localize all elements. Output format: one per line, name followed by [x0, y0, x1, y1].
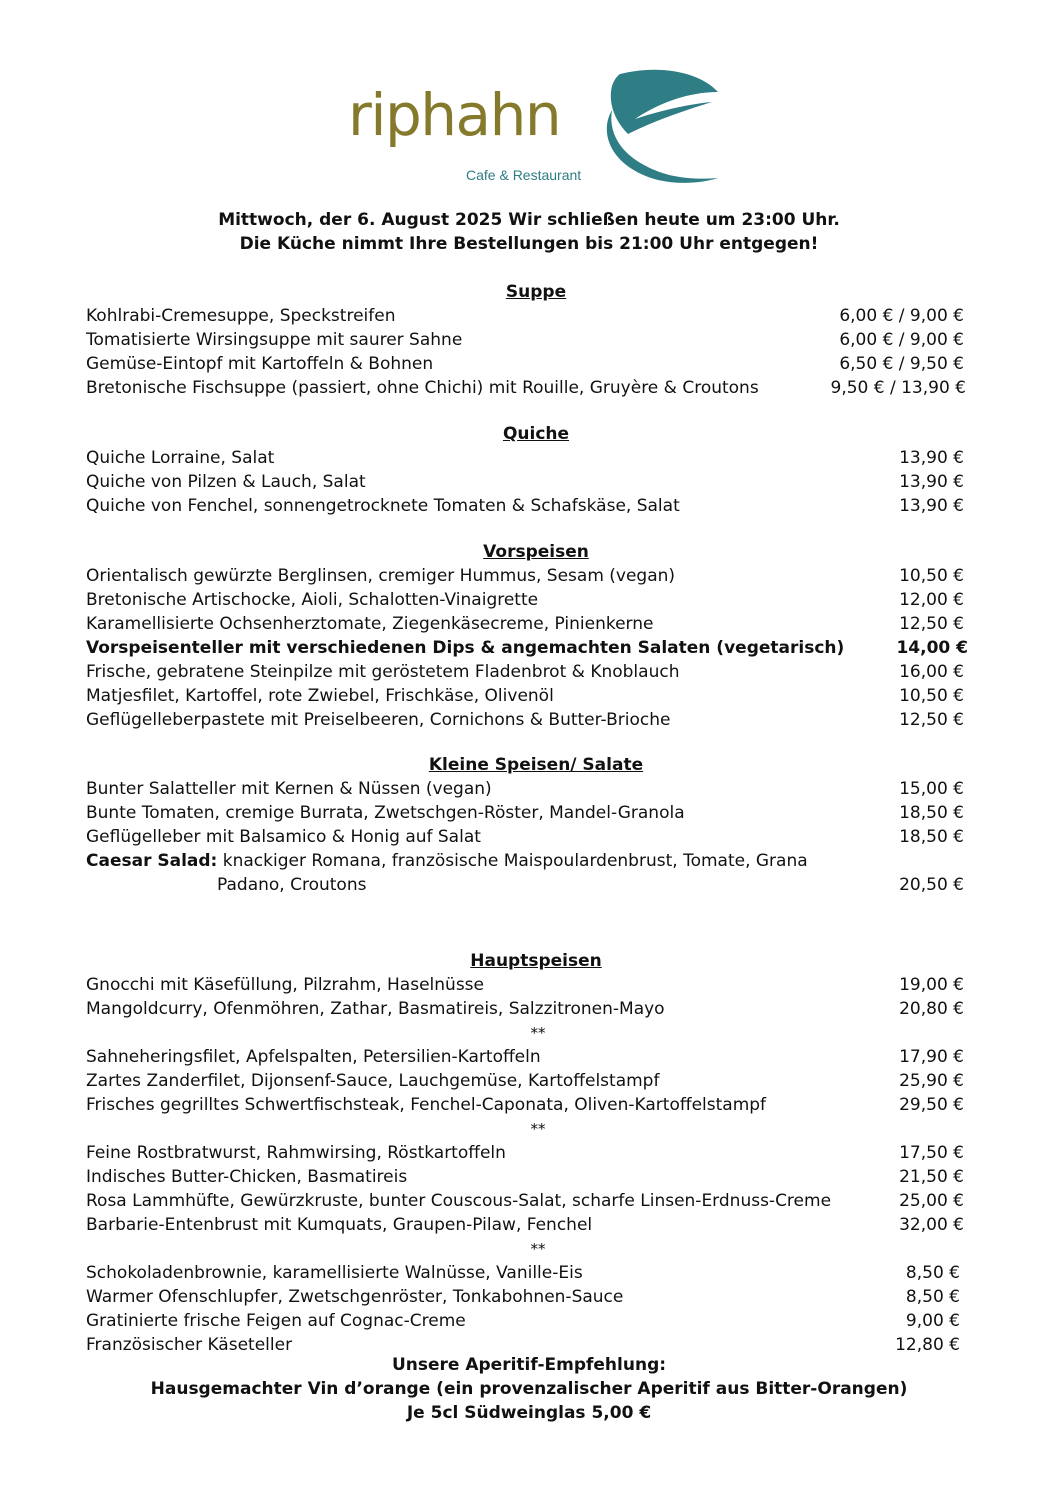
- caesar-label: Caesar Salad:: [86, 851, 218, 871]
- item-name: Kohlrabi-Cremesuppe, Speckstreifen: [86, 306, 396, 326]
- item-name: Karamellisierte Ochsenherztomate, Ziegenkäsecreme, Pinienkerne: [86, 614, 654, 634]
- item-name: Geflügelleber mit Balsamico & Honig auf Salat: [86, 827, 481, 847]
- menu-item: [0, 708, 1058, 732]
- logo-subtitle: Cafe & Restaurant: [466, 167, 582, 183]
- footer-line-3: Je 5cl Südweinglas 5,00 €: [406, 1403, 652, 1423]
- aperitif-recommendation: [0, 1353, 1058, 1425]
- item-price: 29,50 €: [899, 1095, 964, 1115]
- menu-item: [0, 1309, 1058, 1333]
- footer-line-1: Unsere Aperitif-Empfehlung:: [391, 1355, 667, 1375]
- item-name: Orientalisch gewürzte Berglinsen, cremiger Hummus, Sesam (vegan): [86, 566, 676, 586]
- section-quiche: [0, 422, 1058, 518]
- menu-item: [0, 801, 1058, 825]
- item-price: 13,90 €: [899, 448, 964, 468]
- menu-item: [0, 1069, 1058, 1093]
- item-price: 18,50 €: [899, 827, 964, 847]
- item-name: Gemüse-Eintopf mit Kartoffeln & Bohnen: [86, 354, 434, 374]
- item-price: 13,90 €: [899, 496, 964, 516]
- item-name: Bretonische Fischsuppe (passiert, ohne Chichi) mit Rouille, Gruyère & Croutons: [86, 378, 759, 398]
- restaurant-logo: [340, 64, 730, 194]
- item-price: 10,50 €: [899, 686, 964, 706]
- caesar-description-2: Padano, Croutons: [217, 875, 367, 895]
- item-name: Tomatisierte Wirsingsuppe mit saurer Sahne: [86, 330, 463, 350]
- item-name: [86, 849, 808, 873]
- menu-item: [0, 1093, 1058, 1117]
- menu-item: [0, 304, 1058, 328]
- separator: **: [530, 1240, 546, 1258]
- item-price: 12,50 €: [899, 614, 964, 634]
- menu-item: [0, 684, 1058, 708]
- menu-item-caesar: [0, 849, 1058, 873]
- item-price: 16,00 €: [899, 662, 964, 682]
- item-price: 13,90 €: [899, 472, 964, 492]
- menu-item: [0, 470, 1058, 494]
- menu-item: [0, 588, 1058, 612]
- separator: **: [530, 1024, 546, 1042]
- item-name: Frische, gebratene Steinpilze mit geröstetem Fladenbrot & Knoblauch: [86, 662, 680, 682]
- item-price: 17,50 €: [899, 1143, 964, 1163]
- item-price: 8,50 €: [905, 1263, 960, 1283]
- section-vorspeisen: [0, 540, 1058, 732]
- menu-item-caesar-continued: [0, 873, 1058, 897]
- section-title: Vorspeisen: [483, 542, 589, 562]
- item-price: 21,50 €: [899, 1167, 964, 1187]
- menu-item: [0, 1189, 1058, 1213]
- item-price: 9,50 € / 13,90 €: [830, 378, 966, 398]
- menu-item: [0, 1045, 1058, 1069]
- item-name: Bunter Salatteller mit Kernen & Nüssen (vegan): [86, 779, 492, 799]
- menu-item: [0, 376, 1058, 400]
- menu-item: [0, 777, 1058, 801]
- item-name: Rosa Lammhüfte, Gewürzkruste, bunter Couscous-Salat, scharfe Linsen-Erdnuss-Creme: [86, 1191, 832, 1211]
- item-price: 6,00 € / 9,00 €: [839, 330, 964, 350]
- item-name: Französischer Käseteller: [86, 1335, 293, 1355]
- item-price: 19,00 €: [899, 975, 964, 995]
- section-kleine-speisen: [0, 753, 1058, 897]
- item-name: Geflügelleberpastete mit Preiselbeeren, Cornichons & Butter-Brioche: [86, 710, 671, 730]
- item-price: 20,80 €: [899, 999, 964, 1019]
- menu-item: [0, 1141, 1058, 1165]
- item-name: Frisches gegrilltes Schwertfischsteak, Fenchel-Caponata, Oliven-Kartoffelstampf: [86, 1095, 767, 1115]
- item-name: Quiche von Fenchel, sonnengetrocknete Tomaten & Schafskäse, Salat: [86, 496, 680, 516]
- item-name: Vorspeisenteller mit verschiedenen Dips & angemachten Salaten (vegetarisch): [86, 638, 845, 658]
- menu-item: [0, 1285, 1058, 1309]
- item-price: 25,00 €: [899, 1191, 964, 1211]
- item-name: Mangoldcurry, Ofenmöhren, Zathar, Basmatireis, Salzzitronen-Mayo: [86, 999, 665, 1019]
- item-name: Sahneheringsfilet, Apfelspalten, Petersilien-Kartoffeln: [86, 1047, 541, 1067]
- opening-notice: [0, 208, 1058, 256]
- menu-item: [0, 1165, 1058, 1189]
- item-price: 32,00 €: [899, 1215, 964, 1235]
- menu-item: [0, 352, 1058, 376]
- item-price: 9,00 €: [905, 1311, 960, 1331]
- item-price: 12,00 €: [899, 590, 964, 610]
- item-name: Bunte Tomaten, cremige Burrata, Zwetschgen-Röster, Mandel-Granola: [86, 803, 685, 823]
- item-price: 12,50 €: [899, 710, 964, 730]
- item-name: Feine Rostbratwurst, Rahmwirsing, Röstkartoffeln: [86, 1143, 506, 1163]
- item-price: 14,00 €: [896, 638, 968, 658]
- menu-item: [0, 328, 1058, 352]
- section-suppe: [0, 280, 1058, 400]
- item-name: Quiche von Pilzen & Lauch, Salat: [86, 472, 366, 492]
- item-name: Barbarie-Entenbrust mit Kumquats, Graupen-Pilaw, Fenchel: [86, 1215, 593, 1235]
- item-price: 12,80 €: [895, 1335, 960, 1355]
- section-title: Quiche: [502, 424, 570, 444]
- item-name: Gnocchi mit Käsefüllung, Pilzrahm, Haselnüsse: [86, 975, 484, 995]
- item-price: 17,90 €: [899, 1047, 964, 1067]
- item-price: 18,50 €: [899, 803, 964, 823]
- item-name: Matjesfilet, Kartoffel, rote Zwiebel, Frischkäse, Olivenöl: [86, 686, 554, 706]
- item-price: 15,00 €: [899, 779, 964, 799]
- swoosh-upper: [611, 70, 718, 134]
- item-price: 20,50 €: [899, 875, 964, 895]
- item-price: 8,50 €: [905, 1287, 960, 1307]
- item-name: Gratinierte frische Feigen auf Cognac-Creme: [86, 1311, 466, 1331]
- item-price: 6,00 € / 9,00 €: [839, 306, 964, 326]
- caesar-description-1: knackiger Romana, französische Maispoulardenbrust, Tomate, Grana: [222, 851, 808, 871]
- menu-item: [0, 660, 1058, 684]
- menu-item: [0, 612, 1058, 636]
- menu-item: [0, 1213, 1058, 1237]
- item-name: Indisches Butter-Chicken, Basmatireis: [86, 1167, 408, 1187]
- item-name: Schokoladenbrownie, karamellisierte Walnüsse, Vanille-Eis: [86, 1263, 583, 1283]
- item-price: 10,50 €: [899, 566, 964, 586]
- section-title: Hauptspeisen: [470, 951, 602, 971]
- menu-item-featured: [0, 636, 1058, 660]
- item-price: 6,50 € / 9,50 €: [839, 354, 964, 374]
- menu-item: [0, 446, 1058, 470]
- header-line-2: Die Küche nimmt Ihre Bestellungen bis 21:00 Uhr entgegen!: [239, 234, 819, 254]
- swoosh-icon: [590, 64, 730, 189]
- footer-line-2: Hausgemachter Vin d’orange (ein provenzalischer Aperitif aus Bitter-Orangen): [150, 1379, 908, 1399]
- menu-item: [0, 494, 1058, 518]
- menu-item: [0, 825, 1058, 849]
- item-name: Bretonische Artischocke, Aioli, Schalotten-Vinaigrette: [86, 590, 539, 610]
- menu-item: [0, 564, 1058, 588]
- section-title: Kleine Speisen/ Salate: [428, 755, 644, 775]
- menu-item: [0, 997, 1058, 1021]
- section-hauptspeisen: [0, 949, 1058, 1357]
- menu-item: [0, 1261, 1058, 1285]
- item-name: Quiche Lorraine, Salat: [86, 448, 275, 468]
- header-line-1: Mittwoch, der 6. August 2025 Wir schließen heute um 23:00 Uhr.: [218, 210, 840, 230]
- item-name: Zartes Zanderfilet, Dijonsenf-Sauce, Lauchgemüse, Kartoffelstampf: [86, 1071, 660, 1091]
- item-name: Warmer Ofenschlupfer, Zwetschgenröster, Tonkabohnen-Sauce: [86, 1287, 624, 1307]
- menu-item: [0, 973, 1058, 997]
- item-price: 25,90 €: [899, 1071, 964, 1091]
- section-title: Suppe: [505, 282, 567, 302]
- logo-wordmark: riphahn: [348, 81, 561, 149]
- separator: **: [530, 1120, 546, 1138]
